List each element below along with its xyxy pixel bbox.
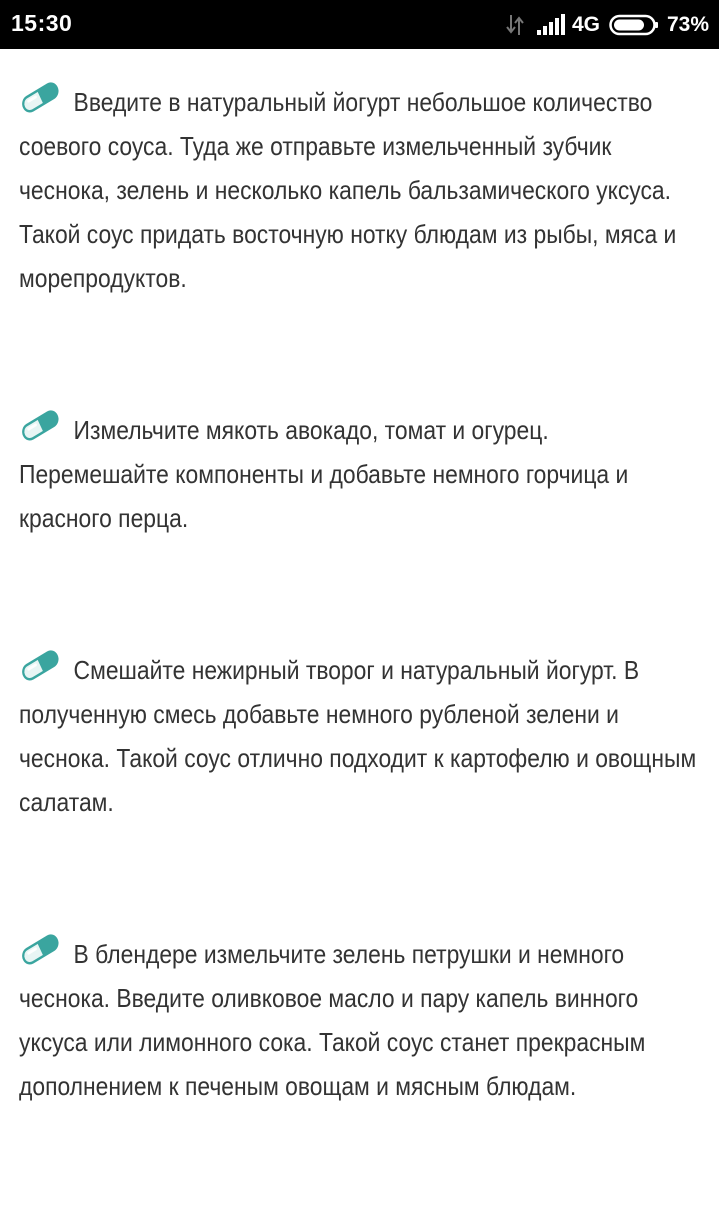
tip-text: В блендере измельчите зелень петрушки и немного чеснока. Введите оливковое масло и пару капель винного уксуса или лимонного сока. Такой соус станет прекрасным дополнением к печеным овощам и мясным блюдам. [19, 939, 646, 1101]
battery-percent: 73% [666, 12, 709, 36]
data-transfer-icon [506, 13, 524, 37]
network-type: 4G [571, 12, 600, 36]
tip-paragraph [19, 80, 704, 300]
status-time: 15:30 [11, 10, 73, 36]
tip-paragraph [19, 408, 704, 540]
tip-paragraph [19, 648, 704, 824]
status-bar [0, 0, 719, 49]
tip-paragraph [19, 932, 704, 1108]
signal-icon [536, 14, 566, 36]
capsule-icon [19, 649, 61, 681]
tip-text: Смешайте нежирный творог и натуральный йогурт. В полученную смесь добавьте немного рубленой зелени и чеснока. Такой соус отлично подходит к картофелю и овощным салатам. [19, 655, 697, 817]
capsule-icon [19, 409, 61, 441]
tips-list [19, 80, 704, 1216]
capsule-icon [19, 933, 61, 965]
capsule-icon [19, 81, 61, 113]
battery-icon [609, 14, 659, 36]
tip-text: Введите в натуральный йогурт небольшое количество соевого соуса. Туда же отправьте измельченный зубчик чеснока, зелень и несколько капель бальзамического уксуса. Такой соус придать восточную нотку блюдам из рыбы, мяса и морепродуктов. [19, 87, 677, 293]
status-icons [506, 0, 709, 49]
tip-text: Измельчите мякоть авокадо, томат и огурец. Перемешайте компоненты и добавьте немного горчица и красного перца. [19, 415, 629, 533]
